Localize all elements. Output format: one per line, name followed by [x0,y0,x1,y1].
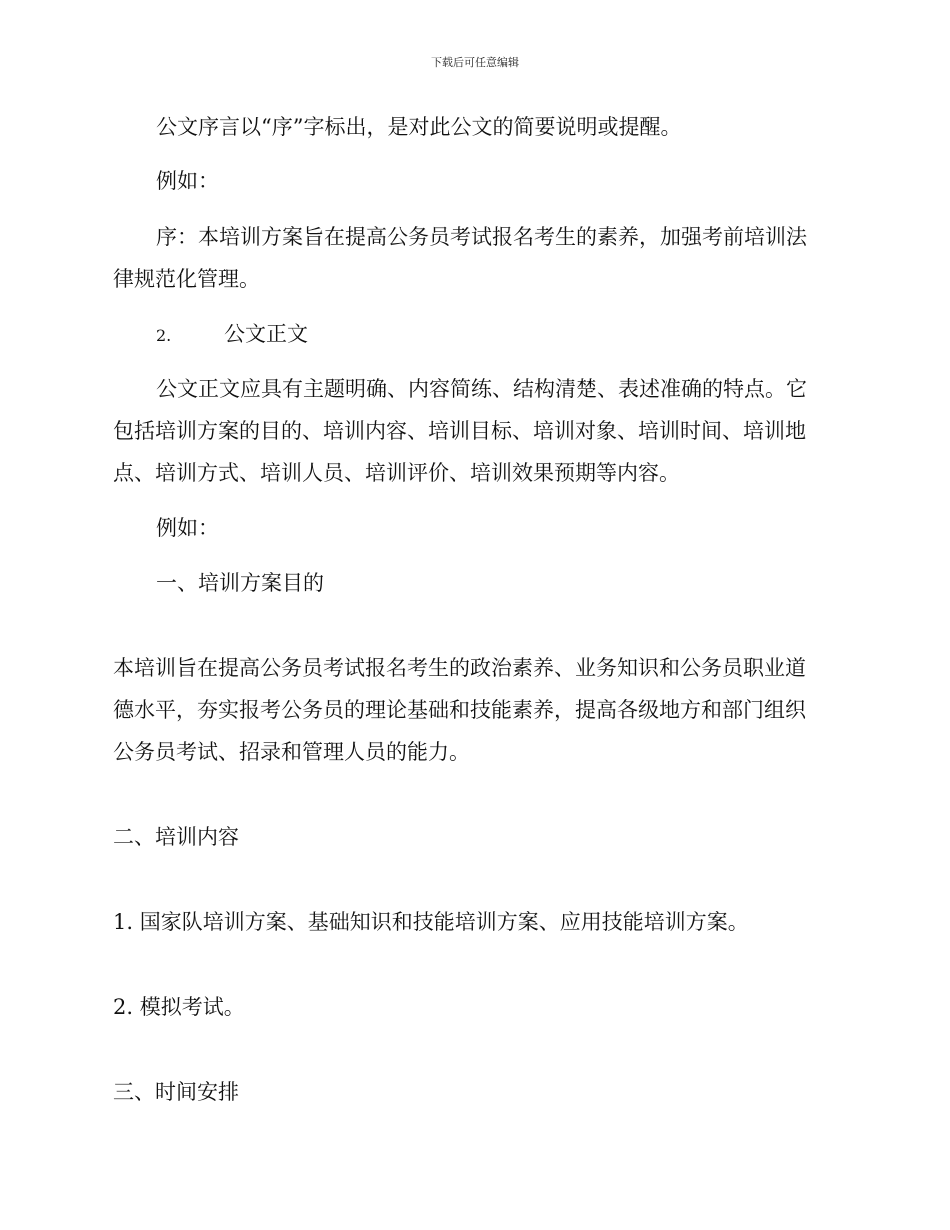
body-paragraph-line: 公文正文应具有主题明确、内容简练、结构清楚、表述准确的特点。它 [156,377,807,401]
example-label: 例如： [156,516,219,540]
section-heading [113,313,876,357]
purpose-paragraph-line: 德水平，夯实报考公务员的理论基础和技能素养，提高各级地方和部门组织 [113,698,806,722]
paragraph-preface: 公文序言以“序”字标出，是对此公文的简要说明或提醒。 [156,115,682,139]
body-paragraph-line: 包括培训方案的目的、培训内容、培训目标、培训对象、培训时间、培训地 [113,419,806,443]
list-item: 1. 国家队培训方案、基础知识和技能培训方案、应用技能培训方案。 [113,910,749,934]
preface-example-line: 律规范化管理。 [113,267,260,291]
subsection-heading: 二、培训内容 [113,825,239,849]
list-item: 2. 模拟考试。 [113,995,245,1019]
body-paragraph-line: 点、培训方式、培训人员、培训评价、培训效果预期等内容。 [113,461,680,485]
purpose-paragraph-line: 公务员考试、招录和管理人员的能力。 [113,740,470,764]
purpose-paragraph-line: 本培训旨在提高公务员考试报名考生的政治素养、业务知识和公务员职业道 [113,656,806,680]
page-header: 下载后可任意编辑 [431,56,519,69]
preface-example-line: 序：本培训方案旨在提高公务员考试报名考生的素养，加强考前培训法 [156,225,807,249]
subsection-heading: 一、培训方案目的 [156,571,324,595]
section-title: 公文正文 [224,322,308,346]
subsection-heading: 三、时间安排 [113,1080,239,1104]
section-number: 2. [156,326,172,345]
example-label: 例如： [156,169,219,193]
